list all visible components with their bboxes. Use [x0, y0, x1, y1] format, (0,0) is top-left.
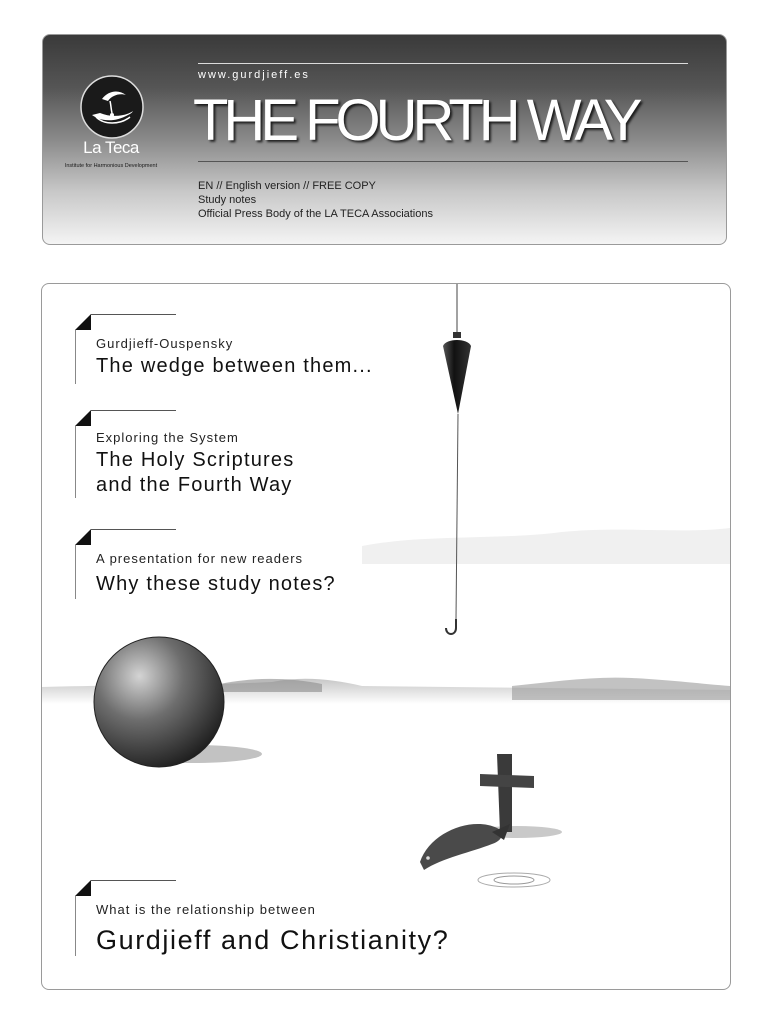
- article-kicker: Gurdjieff-Ouspensky: [96, 336, 234, 351]
- corner-marker-icon: [75, 880, 91, 896]
- header-rule-top: [198, 63, 688, 64]
- divider: [91, 410, 176, 411]
- article-headline: Why these study notes?: [96, 573, 336, 595]
- article-headline: The Holy Scriptures: [96, 449, 295, 471]
- article-headline: The wedge between them...: [96, 355, 373, 377]
- article-kicker: Exploring the System: [96, 430, 239, 445]
- divider: [91, 314, 176, 315]
- divider: [75, 896, 76, 956]
- header-rule-bottom: [198, 161, 688, 162]
- publication-title: THE FOURTH WAY: [193, 88, 638, 153]
- hands-seal-icon: [80, 75, 144, 139]
- edition-line: Study notes: [198, 194, 257, 206]
- divider: [75, 330, 76, 384]
- divider: [91, 880, 176, 881]
- site-url-link[interactable]: www.gurdjieff.es: [198, 69, 310, 81]
- divider: [91, 529, 176, 530]
- divider: [75, 545, 76, 599]
- edition-line: EN // English version // FREE COPY: [198, 180, 376, 192]
- hook-icon: [446, 619, 456, 634]
- article-headline: and the Fourth Way: [96, 474, 293, 496]
- cover-illustration: [42, 284, 730, 989]
- edition-line: Official Press Body of the LA TECA Associations: [198, 208, 433, 220]
- corner-marker-icon: [75, 314, 91, 330]
- corner-marker-icon: [75, 410, 91, 426]
- cover-panel: [41, 283, 731, 990]
- edition-info: [198, 179, 433, 221]
- plumb-bob-icon: [443, 332, 471, 414]
- masthead: [42, 34, 727, 245]
- logo-subtitle: Institute for Harmonious Development: [64, 163, 158, 169]
- article-kicker: What is the relationship between: [96, 902, 316, 917]
- divider: [75, 426, 76, 498]
- corner-marker-icon: [75, 529, 91, 545]
- logo-name: La Teca: [83, 138, 139, 157]
- article-headline: Gurdjieff and Christianity?: [96, 925, 450, 955]
- article-kicker: A presentation for new readers: [96, 551, 304, 566]
